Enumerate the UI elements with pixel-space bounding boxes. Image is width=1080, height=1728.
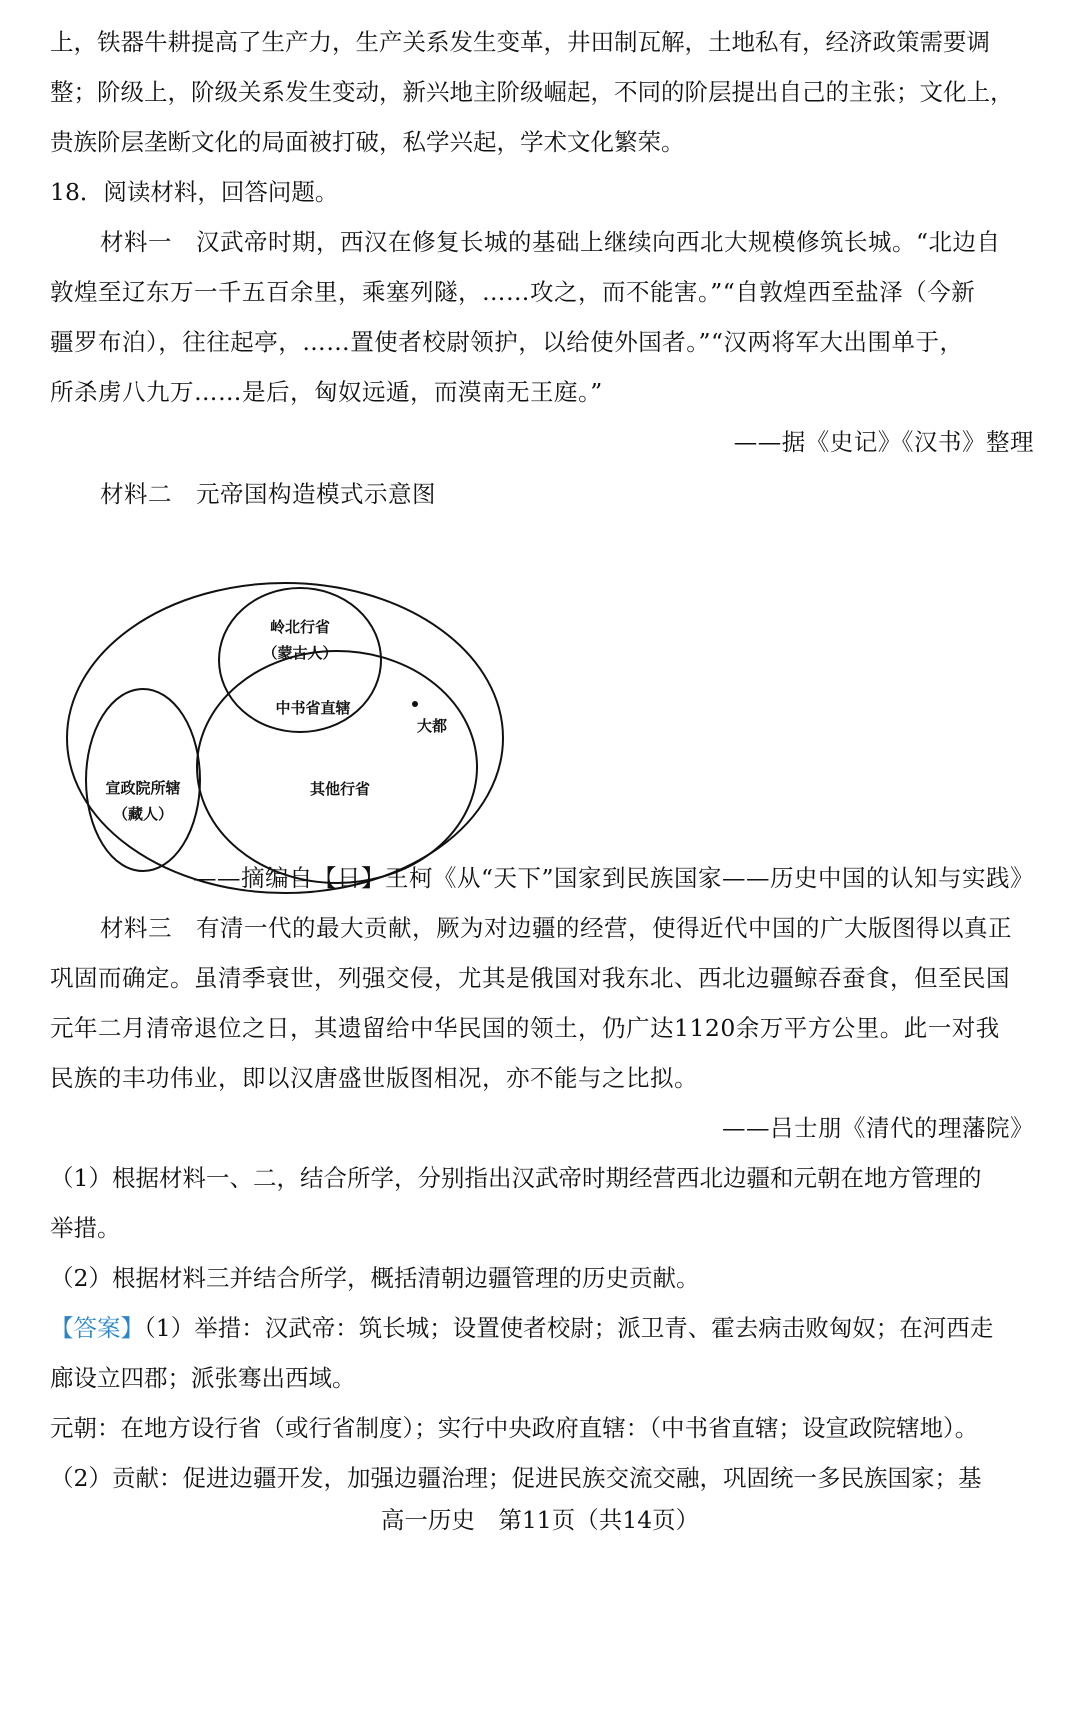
page-footer: 高一历史 第11页（共14页） [380, 1506, 700, 1534]
material-1-text: 所杀虏八九万……是后，匈奴远遁，而漠南无王庭。” [50, 378, 603, 406]
question-18-title: 18．阅读材料，回答问题。 [50, 178, 339, 206]
material-3-text: 元年二月清帝退位之日，其遗留给中华民国的领土，仍广达1120余万平方公里。此一对我 [50, 1014, 1000, 1042]
dadu-marker [412, 701, 418, 707]
answer-line: 廊设立四郡；派张骞出西域。 [50, 1364, 356, 1392]
text-line: 贵族阶层垄断文化的局面被打破，私学兴起，学术文化繁荣。 [50, 128, 685, 156]
sub-question-1: （1）根据材料一、二，结合所学，分别指出汉武帝时期经营西北边疆和元朝在地方管理的 [50, 1164, 982, 1192]
material-1-text: 材料一 汉武帝时期，西汉在修复长城的基础上继续向西北大规模修筑长城。“北边自 [100, 228, 1001, 256]
tibetan-label: （藏人） [112, 805, 174, 823]
zhongshu-label: 中书省直辖 [275, 699, 351, 717]
answer-line: （2）贡献：促进边疆开发，加强边疆治理；促进民族交流交融，巩固统一多民族国家；基 [50, 1464, 982, 1492]
material-2-source: ——摘编自【日】王柯《从“天下”国家到民族国家——历史中国的认知与实践》 [192, 864, 1034, 892]
answer-tag: 【答案】 [50, 1314, 144, 1342]
answer-line: 元朝：在地方设行省（或行省制度）；实行中央政府直辖：（中书省直辖；设宣政院辖地）。 [50, 1414, 979, 1442]
answer-text: （1）举措：汉武帝：筑长城；设置使者校尉；派卫青、霍去病击败匈奴；在河西走 [144, 1314, 994, 1342]
material-3-source: ——吕士朋《清代的理藩院》 [722, 1114, 1034, 1142]
xuanzheng-label: 宣政院所辖 [105, 779, 181, 797]
material-3-text: 民族的丰功伟业，即以汉唐盛世版图相况，亦不能与之比拟。 [50, 1064, 698, 1092]
material-3-text: 巩固而确定。虽清季衰世，列强交侵，尤其是俄国对我东北、西北边疆鲸吞蚕食，但至民国 [50, 964, 1010, 992]
lingbei-label: 岭北行省 [269, 618, 331, 636]
yuan-empire-diagram [55, 580, 525, 900]
material-2-title: 材料二 元帝国构造模式示意图 [100, 480, 436, 508]
sub-question-2: （2）根据材料三并结合所学，概括清朝边疆管理的历史贡献。 [50, 1264, 700, 1292]
dadu-label: 大都 [417, 717, 448, 735]
mongol-label: （蒙古人） [262, 644, 338, 662]
material-3-text: 材料三 有清一代的最大贡献，厥为对边疆的经营，使得近代中国的广大版图得以真正 [100, 914, 1012, 942]
answer-line [50, 1308, 1034, 1348]
material-1-text: 疆罗布泊），往往起亭，……置使者校尉领护，以给使外国者。”“汉两将军大出围单于， [50, 328, 964, 356]
text-line: 上，铁器牛耕提高了生产力，生产关系发生变革，井田制瓦解，土地私有，经济政策需要调 [50, 28, 990, 56]
other-provinces-label: 其他行省 [309, 780, 371, 798]
sub-question-1: 举措。 [50, 1214, 121, 1242]
other-provinces-ellipse [197, 651, 477, 883]
text-line: 整；阶级上，阶级关系发生变动，新兴地主阶级崛起，不同的阶层提出自己的主张；文化上， [50, 78, 1014, 106]
material-1-source: ——据《史记》《汉书》整理 [733, 428, 1034, 456]
material-1-text: 敦煌至辽东万一千五百余里，乘塞列隧，……攻之，而不能害。”“自敦煌西至盐泽（今新 [50, 278, 976, 306]
